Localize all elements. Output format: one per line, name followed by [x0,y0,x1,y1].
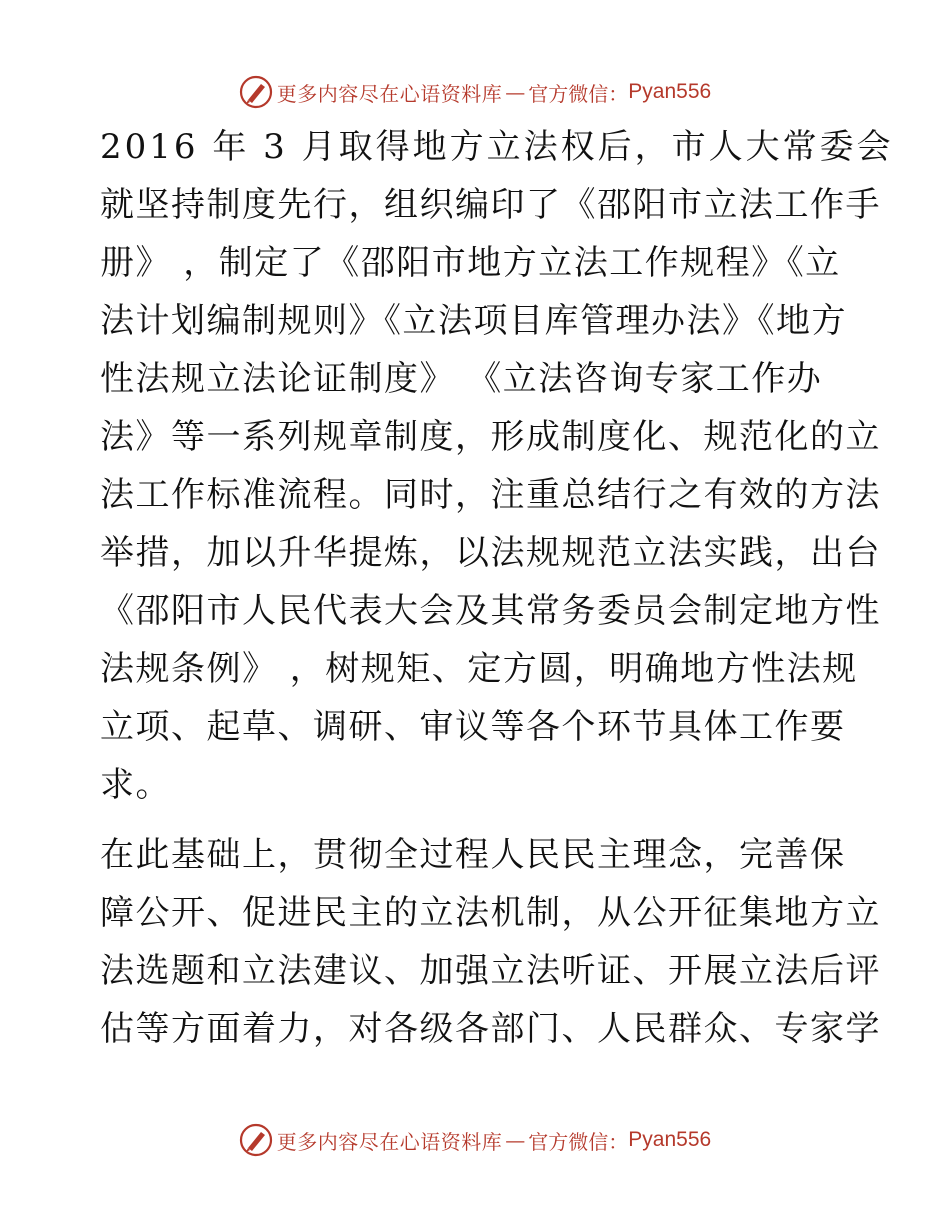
banner-dash: — [505,80,526,104]
text-line: 举措，加以升华提炼，以法规规范立法实践，出台 [100,533,881,573]
banner-slogan: 更多内容尽在心语资料库 [276,81,503,106]
text-line: 性法规立法论证制度》 《立法咨询专家工作办 [100,359,823,399]
text-line: 障公开、促进民主的立法机制，从公开征集地方立 [100,893,881,933]
text-line: 就坚持制度先行，组织编印了《邵阳市立法工作手 [100,185,881,225]
pen-logo-icon [239,75,273,109]
text-line: 求。 [100,765,171,805]
document-body [100,118,894,1070]
text-line: 2016 年 3 月取得地方立法权后，市人大常委会 [100,127,894,167]
paragraph [100,118,894,814]
banner-slogan: 更多内容尽在心语资料库 [276,1129,503,1154]
header-banner [0,72,950,112]
text-line: 法选题和立法建议、加强立法听证、开展立法后评 [100,951,881,991]
pen-logo-icon [239,1123,273,1157]
text-line: 册》 ，制定了《邵阳市地方立法工作规程》《立 [100,243,841,283]
text-line: 法计划编制规则》《立法项目库管理办法》《地方 [100,301,847,341]
banner-wechat-handle: Pyan556 [628,1128,712,1151]
text-line: 法工作标准流程。同时，注重总结行之有效的方法 [100,475,881,515]
banner-wechat-label: 官方微信： [528,1129,629,1154]
text-line: 法》等一系列规章制度，形成制度化、规范化的立 [100,417,881,457]
text-line: 法规条例》 ，树规矩、定方圆，明确地方性法规 [100,649,858,689]
footer-banner [0,1120,950,1160]
text-line: 立项、起草、调研、审议等各个环节具体工作要 [100,707,846,747]
banner-dash: — [505,1128,526,1152]
paragraph [100,826,881,1058]
banner-wechat-label: 官方微信： [528,81,629,106]
banner-wechat-handle: Pyan556 [628,80,712,103]
text-line: 在此基础上，贯彻全过程人民民主理念，完善保 [100,835,846,875]
text-line: 估等方面着力，对各级各部门、人民群众、专家学 [100,1009,881,1049]
text-line: 《邵阳市人民代表大会及其常务委员会制定地方性 [100,591,881,631]
